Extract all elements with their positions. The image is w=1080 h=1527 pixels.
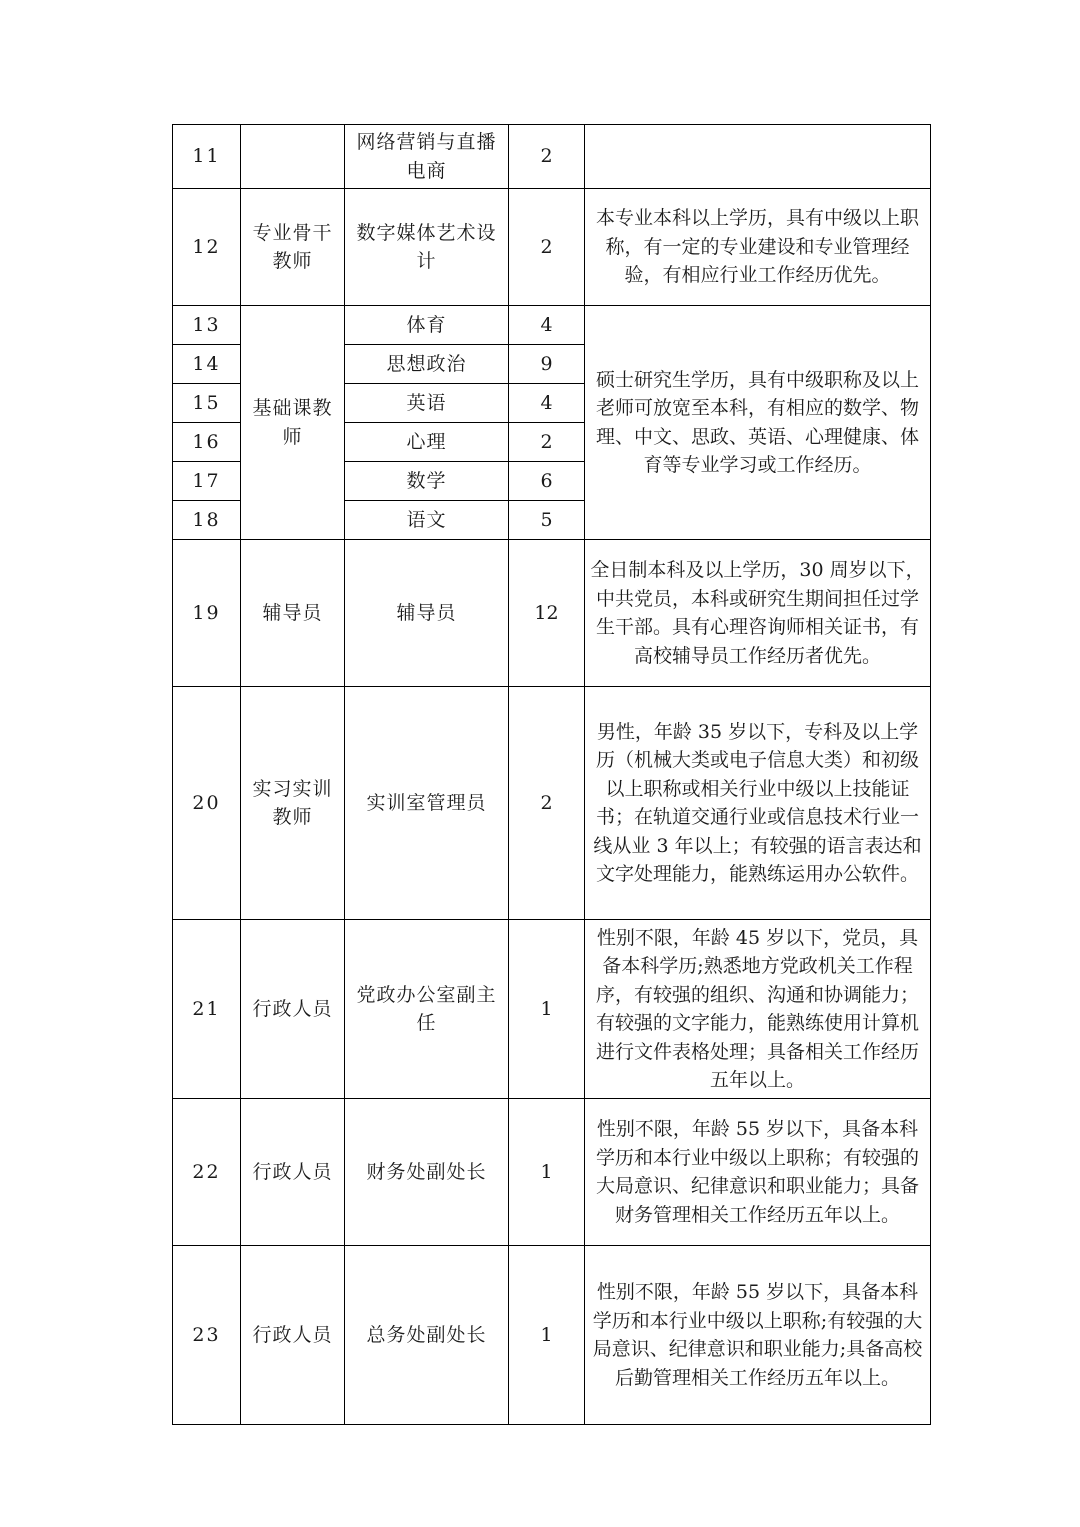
row-count: 1 — [509, 1099, 585, 1246]
row-post: 心理 — [345, 423, 509, 462]
row-post: 思想政治 — [345, 345, 509, 384]
table-row — [173, 125, 931, 189]
row-number: 20 — [173, 687, 241, 920]
row-number: 21 — [173, 920, 241, 1099]
row-number: 19 — [173, 540, 241, 687]
row-post: 党政办公室副主任 — [345, 920, 509, 1099]
row-count: 1 — [509, 1246, 585, 1425]
row-category: 行政人员 — [241, 1099, 345, 1246]
row-post: 英语 — [345, 384, 509, 423]
recruitment-table-container — [172, 124, 930, 1425]
table-row — [173, 920, 931, 1099]
table-row — [173, 1246, 931, 1425]
row-requirement — [585, 125, 931, 189]
row-requirement: 硕士研究生学历，具有中级职称及以上老师可放宽至本科，有相应的数学、物理、中文、思政、英语、心理健康、体育等专业学习或工作经历。 — [585, 306, 931, 540]
row-category — [241, 125, 345, 189]
row-count: 2 — [509, 423, 585, 462]
recruitment-table — [172, 124, 931, 1425]
row-category: 行政人员 — [241, 920, 345, 1099]
row-count: 5 — [509, 501, 585, 540]
row-category: 辅导员 — [241, 540, 345, 687]
row-requirement: 性别不限，年龄 55 岁以下，具备本科学历和本行业中级以上职称;有较强的大局意识、纪律意识和职业能力;具备高校后勤管理相关工作经历五年以上。 — [585, 1246, 931, 1425]
row-number: 12 — [173, 189, 241, 306]
row-number: 22 — [173, 1099, 241, 1246]
row-requirement: 性别不限，年龄 55 岁以下，具备本科学历和本行业中级以上职称；有较强的大局意识、纪律意识和职业能力；具备财务管理相关工作经历五年以上。 — [585, 1099, 931, 1246]
table-row — [173, 189, 931, 306]
row-number: 18 — [173, 501, 241, 540]
row-count: 9 — [509, 345, 585, 384]
row-post: 网络营销与直播电商 — [345, 125, 509, 189]
row-count: 4 — [509, 384, 585, 423]
row-post: 语文 — [345, 501, 509, 540]
row-post: 财务处副处长 — [345, 1099, 509, 1246]
row-category: 实习实训教师 — [241, 687, 345, 920]
row-requirement: 本专业本科以上学历，具有中级以上职称，有一定的专业建设和专业管理经验，有相应行业工作经历优先。 — [585, 189, 931, 306]
row-category: 专业骨干教师 — [241, 189, 345, 306]
table-row — [173, 306, 931, 345]
row-number: 11 — [173, 125, 241, 189]
row-number: 14 — [173, 345, 241, 384]
row-requirement: 男性，年龄 35 岁以下，专科及以上学历（机械大类或电子信息大类）和初级以上职称或相关行业中级以上技能证书；在轨道交通行业或信息技术行业一线从业 3 年以上；有较强的语言表达和文字处理能力，能熟练运用办公软件。 — [585, 687, 931, 920]
row-requirement: 全日制本科及以上学历，30 周岁以下，中共党员，本科或研究生期间担任过学生干部。具有心理咨询师相关证书，有高校辅导员工作经历者优先。 — [585, 540, 931, 687]
row-post: 数字媒体艺术设计 — [345, 189, 509, 306]
row-number: 23 — [173, 1246, 241, 1425]
table-row — [173, 1099, 931, 1246]
row-category: 行政人员 — [241, 1246, 345, 1425]
row-category: 基础课教师 — [241, 306, 345, 540]
row-count: 6 — [509, 462, 585, 501]
row-post: 总务处副处长 — [345, 1246, 509, 1425]
row-count: 4 — [509, 306, 585, 345]
row-post: 体育 — [345, 306, 509, 345]
row-number: 13 — [173, 306, 241, 345]
row-number: 16 — [173, 423, 241, 462]
row-count: 2 — [509, 687, 585, 920]
table-row — [173, 540, 931, 687]
row-count: 2 — [509, 125, 585, 189]
row-count: 2 — [509, 189, 585, 306]
row-post: 辅导员 — [345, 540, 509, 687]
row-count: 12 — [509, 540, 585, 687]
row-post: 实训室管理员 — [345, 687, 509, 920]
row-number: 15 — [173, 384, 241, 423]
row-post: 数学 — [345, 462, 509, 501]
row-count: 1 — [509, 920, 585, 1099]
row-requirement: 性别不限，年龄 45 岁以下，党员，具备本科学历;熟悉地方党政机关工作程序，有较强的组织、沟通和协调能力；有较强的文字能力，能熟练使用计算机进行文件表格处理；具备相关工作经历五年以上。 — [585, 920, 931, 1099]
table-row — [173, 687, 931, 920]
row-number: 17 — [173, 462, 241, 501]
